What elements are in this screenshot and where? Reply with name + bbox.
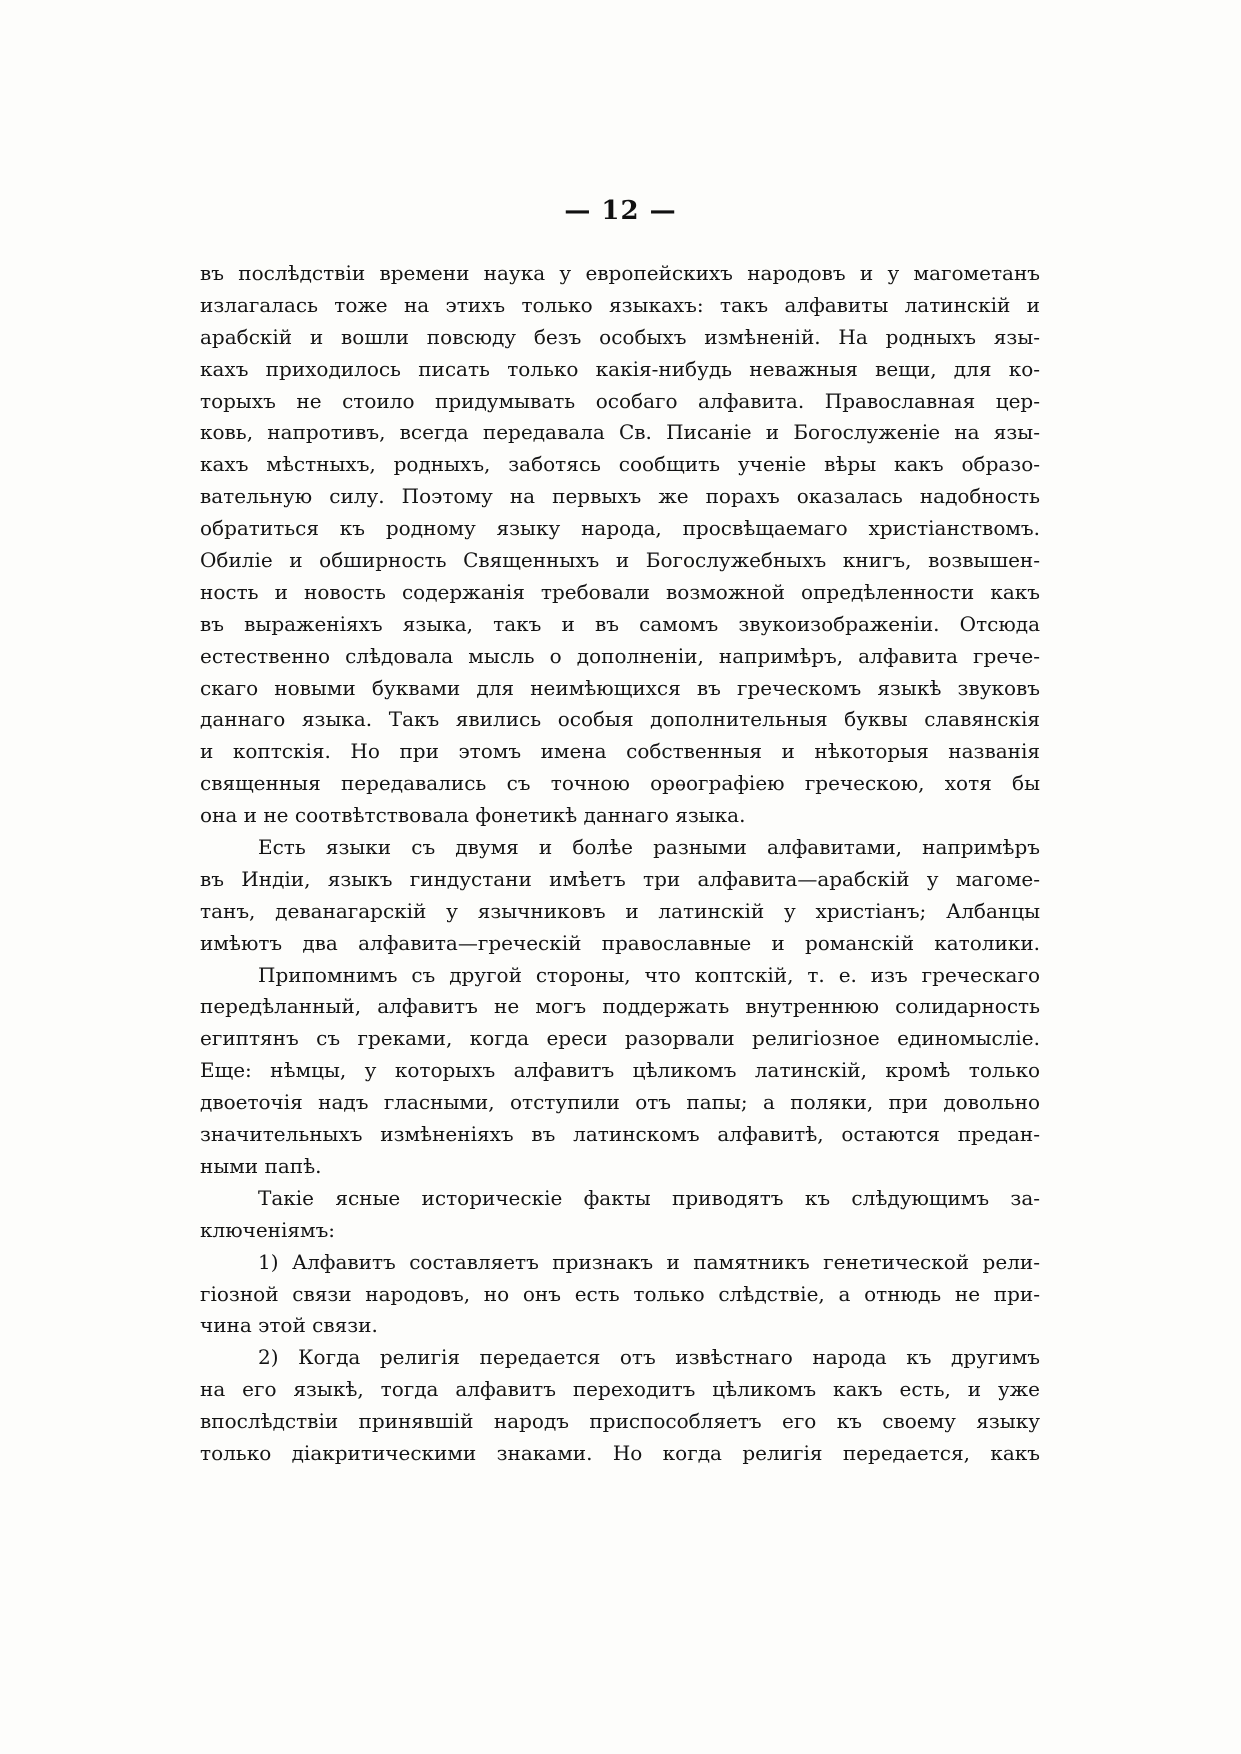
text-line: кахъ приходилось писать только какія-нибудь неважныя вещи, для ко- [200,356,1040,381]
text-line: Припомнимъ съ другой стороны, что коптскій, т. е. изъ греческаго [258,962,1040,987]
paragraph [200,1342,1040,1470]
text-line: ключеніямъ: [200,1217,336,1242]
text-line: Есть языки съ двумя и болѣе разными алфавитами, напримѣръ [258,835,1040,860]
body-text [200,258,1040,1470]
text-line: въ Индіи, языкъ гиндустани имѣетъ три алфавита—арабскій у магоме- [200,866,1040,891]
paragraph [200,258,1040,832]
text-line: ными папѣ. [200,1153,322,1178]
text-line: Обиліе и обширность Священныхъ и Богослужебныхъ книгъ, возвышен- [200,548,1040,573]
text-line: Еще: нѣмцы, у которыхъ алфавитъ цѣликомъ латинскій, кромѣ только [200,1058,1040,1083]
text-line: 2) Когда религія передается отъ извѣстнаго народа къ другимъ [258,1345,1040,1370]
text-line: священныя передавались съ точною орѳографіею греческою, хотя бы [200,771,1040,796]
paragraph [200,832,1040,960]
text-line: скаго новыми буквами для неимѣющихся въ греческомъ языкѣ звуковъ [200,675,1040,700]
text-line: арабскій и вошли повсюду безъ особыхъ измѣненій. На родныхъ язы- [200,324,1040,349]
paragraph [200,1183,1040,1247]
text-line: въ послѣдствіи времени наука у европейскихъ народовъ и у магометанъ [200,261,1040,285]
text-line: даннаго языка. Такъ явились особыя дополнительныя буквы славянскія [200,707,1040,732]
paragraph [200,960,1040,1183]
text-line: и коптскія. Но при этомъ имена собственныя и нѣкоторыя названія [200,739,1040,764]
text-line: Такіе ясные историческіе факты приводятъ къ слѣдующимъ за- [258,1185,1040,1210]
paragraph [200,1247,1040,1343]
text-line: ковь, напротивъ, всегда передавала Св. Писаніе и Богослуженіе на язы- [200,420,1040,445]
text-line: гіозной связи народовъ, но онъ есть только слѣдствіе, а отнюдь не при- [200,1281,1040,1306]
text-line: обратиться къ родному языку народа, просвѣщаемаго христіанствомъ. [200,516,1040,541]
text-line: на его языкѣ, тогда алфавитъ переходитъ цѣликомъ какъ есть, и уже [200,1377,1040,1402]
text-line: 1) Алфавитъ составляетъ признакъ и памятникъ генетической рели- [258,1249,1040,1274]
text-line: торыхъ не стоило придумывать особаго алфавита. Православная цер- [200,388,1040,413]
text-line: вательную силу. Поэтому на первыхъ же порахъ оказалась надобность [200,484,1040,509]
text-line: только діакритическими знаками. Но когда религія передается, какъ [200,1440,1040,1465]
text-line: ность и новость содержанія требовали возможной опредѣленности какъ [200,579,1040,604]
text-line: она и не соотвѣтствовала фонетикѣ даннаго языка. [200,803,746,828]
text-line: танъ, деванагарскій у язычниковъ и латинскій у христіанъ; Албанцы [200,898,1040,923]
text-line: египтянъ съ греками, когда ереси разорвали религіозное единомысліе. [200,1026,1040,1051]
text-line: двоеточія надъ гласными, отступили отъ папы; а поляки, при довольно [200,1090,1040,1115]
text-line: передѣланный, алфавитъ не могъ поддержать внутреннюю солидарность [200,994,1040,1019]
text-line: кахъ мѣстныхъ, родныхъ, заботясь сообщить ученіе вѣры какъ образо- [200,452,1040,477]
text-line: естественно слѣдовала мысль о дополненіи, напримѣръ, алфавита грече- [200,643,1040,668]
text-line: въ выраженіяхъ языка, такъ и въ самомъ звукоизображеніи. Отсюда [200,611,1040,636]
text-line: значительныхъ измѣненіяхъ въ латинскомъ алфавитѣ, остаются предан- [200,1122,1040,1147]
text-line: излагалась тоже на этихъ только языкахъ: такъ алфавиты латинскій и [200,292,1040,317]
text-line: имѣютъ два алфавита—греческій православные и романскій католики. [200,930,1040,955]
text-line: чина этой связи. [200,1313,378,1338]
text-line: впослѣдствіи принявшій народъ приспособляетъ его къ своему языку [200,1409,1040,1434]
page-number: — 12 — [564,196,677,226]
